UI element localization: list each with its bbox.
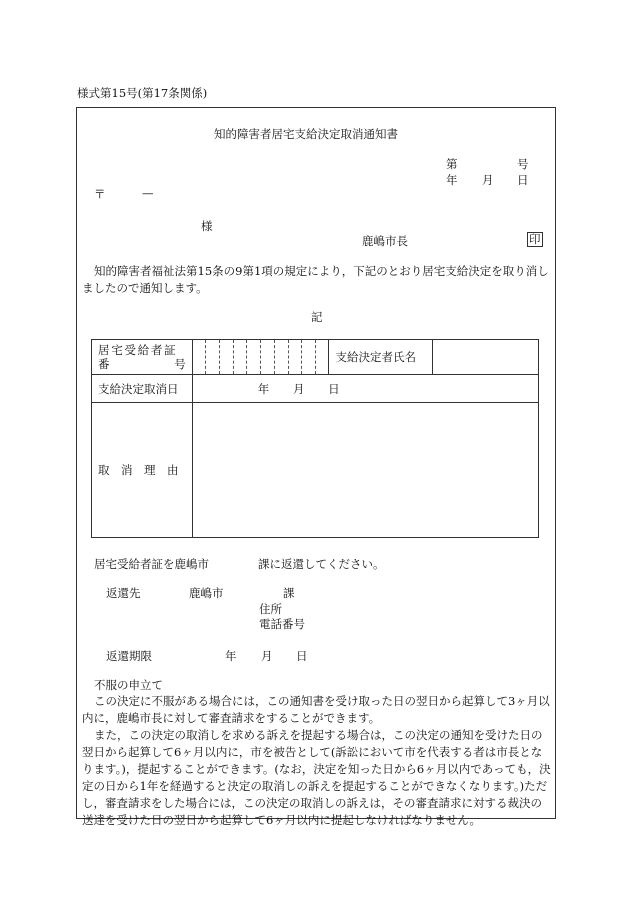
date-day: 日: [517, 173, 529, 187]
return-deadline-label: 返還期限: [106, 649, 152, 663]
appeal-paragraph-1: この決定に不服がある場合には，この通知書を受け取った日の翌日から起算して3ヶ月以内に，鹿嶋市長に対して審査請求をすることができます。: [82, 694, 550, 725]
date-year: 年: [446, 173, 458, 187]
return-deadline-day: 日: [296, 649, 308, 663]
return-notice-a: 居宅受給者証を鹿嶋市: [94, 557, 209, 571]
recipient-name-label: 支給決定者氏名: [329, 340, 433, 375]
return-deadline-year: 年: [225, 649, 237, 663]
record-table: [91, 339, 539, 538]
form-number: 様式第15号(第17条関係): [77, 86, 208, 100]
body-text: 知的障害者福祉法第15条の9第1項の規定により，下記のとおり居宅支給決定を取り消しましたので通知します。: [82, 264, 549, 295]
return-to-address: 住所: [259, 602, 282, 616]
doc-number-prefix: 第: [446, 157, 458, 171]
cancel-reason-label: 取 消 理 由: [92, 403, 193, 538]
postal-dash: —: [142, 186, 154, 200]
return-deadline-month: 月: [261, 649, 273, 663]
return-notice-b: 課に返還してください。: [258, 557, 385, 571]
return-to-city: 鹿嶋市: [189, 586, 224, 600]
recipient-name-cell[interactable]: [433, 340, 539, 375]
cancel-date-label: 支給決定取消日: [92, 375, 193, 403]
date-month: 月: [482, 173, 494, 187]
cancel-reason-cell[interactable]: [192, 403, 538, 538]
cert-number-label: 居宅受給者証 番 号: [92, 340, 193, 375]
seal-mark: 印: [529, 232, 541, 246]
postal-mark: 〒: [94, 187, 106, 201]
ki-heading: 記: [311, 310, 323, 324]
document-title: 知的障害者居宅支給決定取消通知書: [214, 127, 398, 141]
cert-number-boxes[interactable]: [192, 340, 329, 375]
return-to-label: 返還先: [106, 586, 141, 600]
addressee-suffix: 様: [201, 219, 213, 233]
doc-number-suffix: 号: [517, 157, 529, 171]
issuer: 鹿嶋市長: [362, 234, 408, 248]
cancel-date-cell[interactable]: 年 月 日: [192, 375, 538, 403]
return-to-phone: 電話番号: [259, 617, 305, 631]
appeal-heading: 不服の申立て: [94, 678, 163, 692]
appeal-paragraph-2: また，この決定の取消しを求める訴えを提起する場合は，この決定の通知を受けた日の翌日から起算して6ヶ月以内に，市を被告として(訴訟において市を代表する者は市長となります。)，提起することができます。(なお，決定を知った日から6ヶ月以内であっても，決定の日から1年を経過すると決定の取消しの訴えを提起することができなくなります。)ただし，審査請求をした場合には，この決定の取消しの訴えは，その審査請求に対する裁決の送達を受けた日の翌日から起算して6ヶ月以内に提起しなければなりません。: [82, 728, 551, 827]
return-to-section: 課: [283, 586, 295, 600]
